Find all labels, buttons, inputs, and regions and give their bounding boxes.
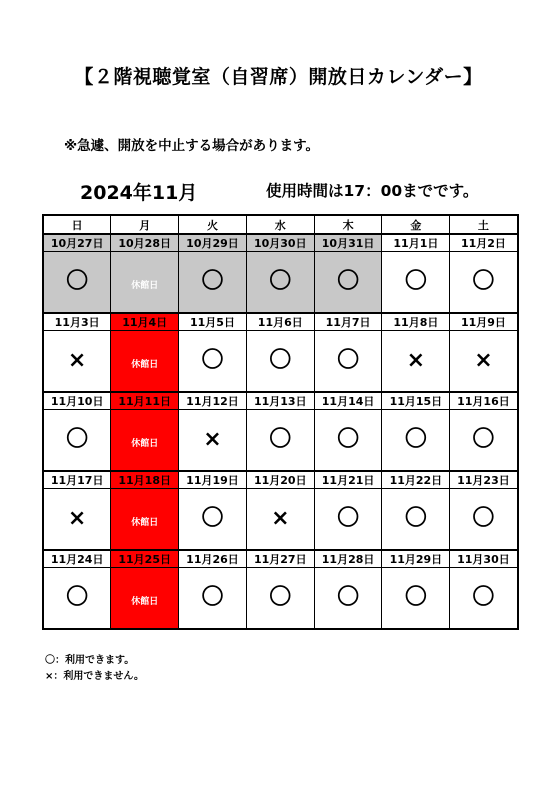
date-row — [43, 471, 518, 489]
status-cell — [314, 568, 382, 630]
status-cell — [314, 410, 382, 472]
weekday-sat: 土 — [450, 215, 518, 234]
status-cell — [179, 331, 247, 393]
calendar-body — [43, 234, 518, 629]
status-cell — [111, 331, 179, 393]
date-cell: 11月8日 — [382, 313, 450, 331]
closed-day-label: 休館日 — [131, 280, 159, 291]
calendar-table — [42, 214, 519, 630]
status-cell — [450, 331, 518, 393]
date-cell: 11月27日 — [246, 550, 314, 568]
available-mark: 〇 — [201, 348, 224, 373]
date-cell: 11月1日 — [382, 234, 450, 252]
status-cell — [450, 568, 518, 630]
date-cell: 10月27日 — [43, 234, 111, 252]
date-cell: 11月19日 — [179, 471, 247, 489]
status-cell — [246, 568, 314, 630]
date-cell: 11月15日 — [382, 392, 450, 410]
status-cell — [382, 568, 450, 630]
legend-unavailable: ×：利用できません。 — [45, 671, 144, 682]
date-cell: 11月9日 — [450, 313, 518, 331]
available-mark: 〇 — [269, 427, 292, 452]
status-cell — [43, 331, 111, 393]
weekday-thu: 木 — [314, 215, 382, 234]
weekday-fri: 金 — [382, 215, 450, 234]
date-cell: 11月10日 — [43, 392, 111, 410]
date-row — [43, 550, 518, 568]
date-cell: 10月28日 — [111, 234, 179, 252]
date-cell: 11月24日 — [43, 550, 111, 568]
date-row — [43, 234, 518, 252]
date-cell: 11月28日 — [314, 550, 382, 568]
weekday-header-row — [43, 215, 518, 234]
date-cell: 11月21日 — [314, 471, 382, 489]
date-cell: 11月5日 — [179, 313, 247, 331]
status-cell — [179, 568, 247, 630]
hours-note: 使用時間は17：00までです。 — [266, 182, 479, 200]
date-cell: 11月30日 — [450, 550, 518, 568]
status-row — [43, 410, 518, 472]
month-label: 2024年11月 — [80, 182, 198, 204]
date-row — [43, 313, 518, 331]
available-mark: 〇 — [66, 269, 89, 294]
status-row — [43, 568, 518, 630]
unavailable-mark: × — [67, 348, 87, 373]
status-cell — [111, 252, 179, 314]
available-mark: 〇 — [472, 585, 495, 610]
status-cell — [179, 410, 247, 472]
available-mark: 〇 — [201, 585, 224, 610]
date-cell: 11月2日 — [450, 234, 518, 252]
cancellation-notice: ※急遽、開放を中止する場合があります。 — [64, 138, 320, 154]
status-cell — [43, 568, 111, 630]
status-cell — [246, 410, 314, 472]
closed-day-label: 休館日 — [131, 438, 159, 449]
unavailable-mark: × — [67, 506, 87, 531]
date-cell: 11月4日 — [111, 313, 179, 331]
unavailable-mark: × — [474, 348, 493, 373]
status-cell — [382, 410, 450, 472]
available-mark: 〇 — [269, 348, 292, 373]
status-cell — [179, 252, 247, 314]
status-cell — [43, 489, 111, 551]
date-cell: 11月6日 — [246, 313, 314, 331]
status-cell — [450, 489, 518, 551]
status-cell — [43, 252, 111, 314]
status-cell — [314, 331, 382, 393]
available-mark: 〇 — [201, 269, 224, 294]
closed-day-label: 休館日 — [131, 517, 159, 528]
date-cell: 11月23日 — [450, 471, 518, 489]
available-mark: 〇 — [66, 427, 89, 452]
date-cell: 11月11日 — [111, 392, 179, 410]
available-mark: 〇 — [337, 585, 360, 610]
date-cell: 10月30日 — [246, 234, 314, 252]
date-cell: 11月3日 — [43, 313, 111, 331]
unavailable-mark: × — [271, 506, 290, 531]
available-mark: 〇 — [404, 269, 427, 294]
available-mark: 〇 — [404, 585, 427, 610]
date-cell: 11月20日 — [246, 471, 314, 489]
date-cell: 11月18日 — [111, 471, 179, 489]
weekday-sun: 日 — [43, 215, 111, 234]
legend-available: 〇：利用できます。 — [45, 655, 135, 666]
available-mark: 〇 — [472, 506, 495, 531]
available-mark: 〇 — [472, 427, 495, 452]
status-cell — [382, 331, 450, 393]
available-mark: 〇 — [472, 269, 495, 294]
date-cell: 11月16日 — [450, 392, 518, 410]
available-mark: 〇 — [66, 585, 89, 610]
available-mark: 〇 — [337, 427, 360, 452]
status-cell — [179, 489, 247, 551]
status-cell — [314, 252, 382, 314]
available-mark: 〇 — [269, 585, 292, 610]
status-row — [43, 252, 518, 314]
status-cell — [43, 410, 111, 472]
date-cell: 11月13日 — [246, 392, 314, 410]
status-cell — [382, 252, 450, 314]
weekday-tue: 火 — [179, 215, 247, 234]
status-row — [43, 331, 518, 393]
date-cell: 11月14日 — [314, 392, 382, 410]
date-cell: 11月12日 — [179, 392, 247, 410]
available-mark: 〇 — [337, 348, 360, 373]
status-cell — [246, 331, 314, 393]
weekday-mon: 月 — [111, 215, 179, 234]
status-cell — [111, 489, 179, 551]
date-cell: 11月7日 — [314, 313, 382, 331]
status-cell — [111, 568, 179, 630]
closed-day-label: 休館日 — [131, 596, 159, 607]
available-mark: 〇 — [337, 506, 360, 531]
status-cell — [382, 489, 450, 551]
date-cell: 10月31日 — [314, 234, 382, 252]
status-cell — [314, 489, 382, 551]
status-cell — [246, 489, 314, 551]
date-cell: 11月29日 — [382, 550, 450, 568]
unavailable-mark: × — [406, 348, 426, 373]
available-mark: 〇 — [201, 506, 224, 531]
page-title: 【２階視聴覚室（自習席）開放日カレンダー】 — [74, 66, 483, 88]
status-cell — [111, 410, 179, 472]
weekday-wed: 水 — [246, 215, 314, 234]
available-mark: 〇 — [337, 269, 360, 294]
status-cell — [450, 252, 518, 314]
available-mark: 〇 — [404, 506, 427, 531]
available-mark: 〇 — [404, 427, 427, 452]
status-cell — [246, 252, 314, 314]
status-row — [43, 489, 518, 551]
date-cell: 11月22日 — [382, 471, 450, 489]
available-mark: 〇 — [269, 269, 292, 294]
date-cell: 11月25日 — [111, 550, 179, 568]
date-cell: 11月17日 — [43, 471, 111, 489]
closed-day-label: 休館日 — [131, 359, 159, 370]
date-cell: 10月29日 — [179, 234, 247, 252]
status-cell — [450, 410, 518, 472]
date-row — [43, 392, 518, 410]
unavailable-mark: × — [203, 427, 222, 452]
date-cell: 11月26日 — [179, 550, 247, 568]
